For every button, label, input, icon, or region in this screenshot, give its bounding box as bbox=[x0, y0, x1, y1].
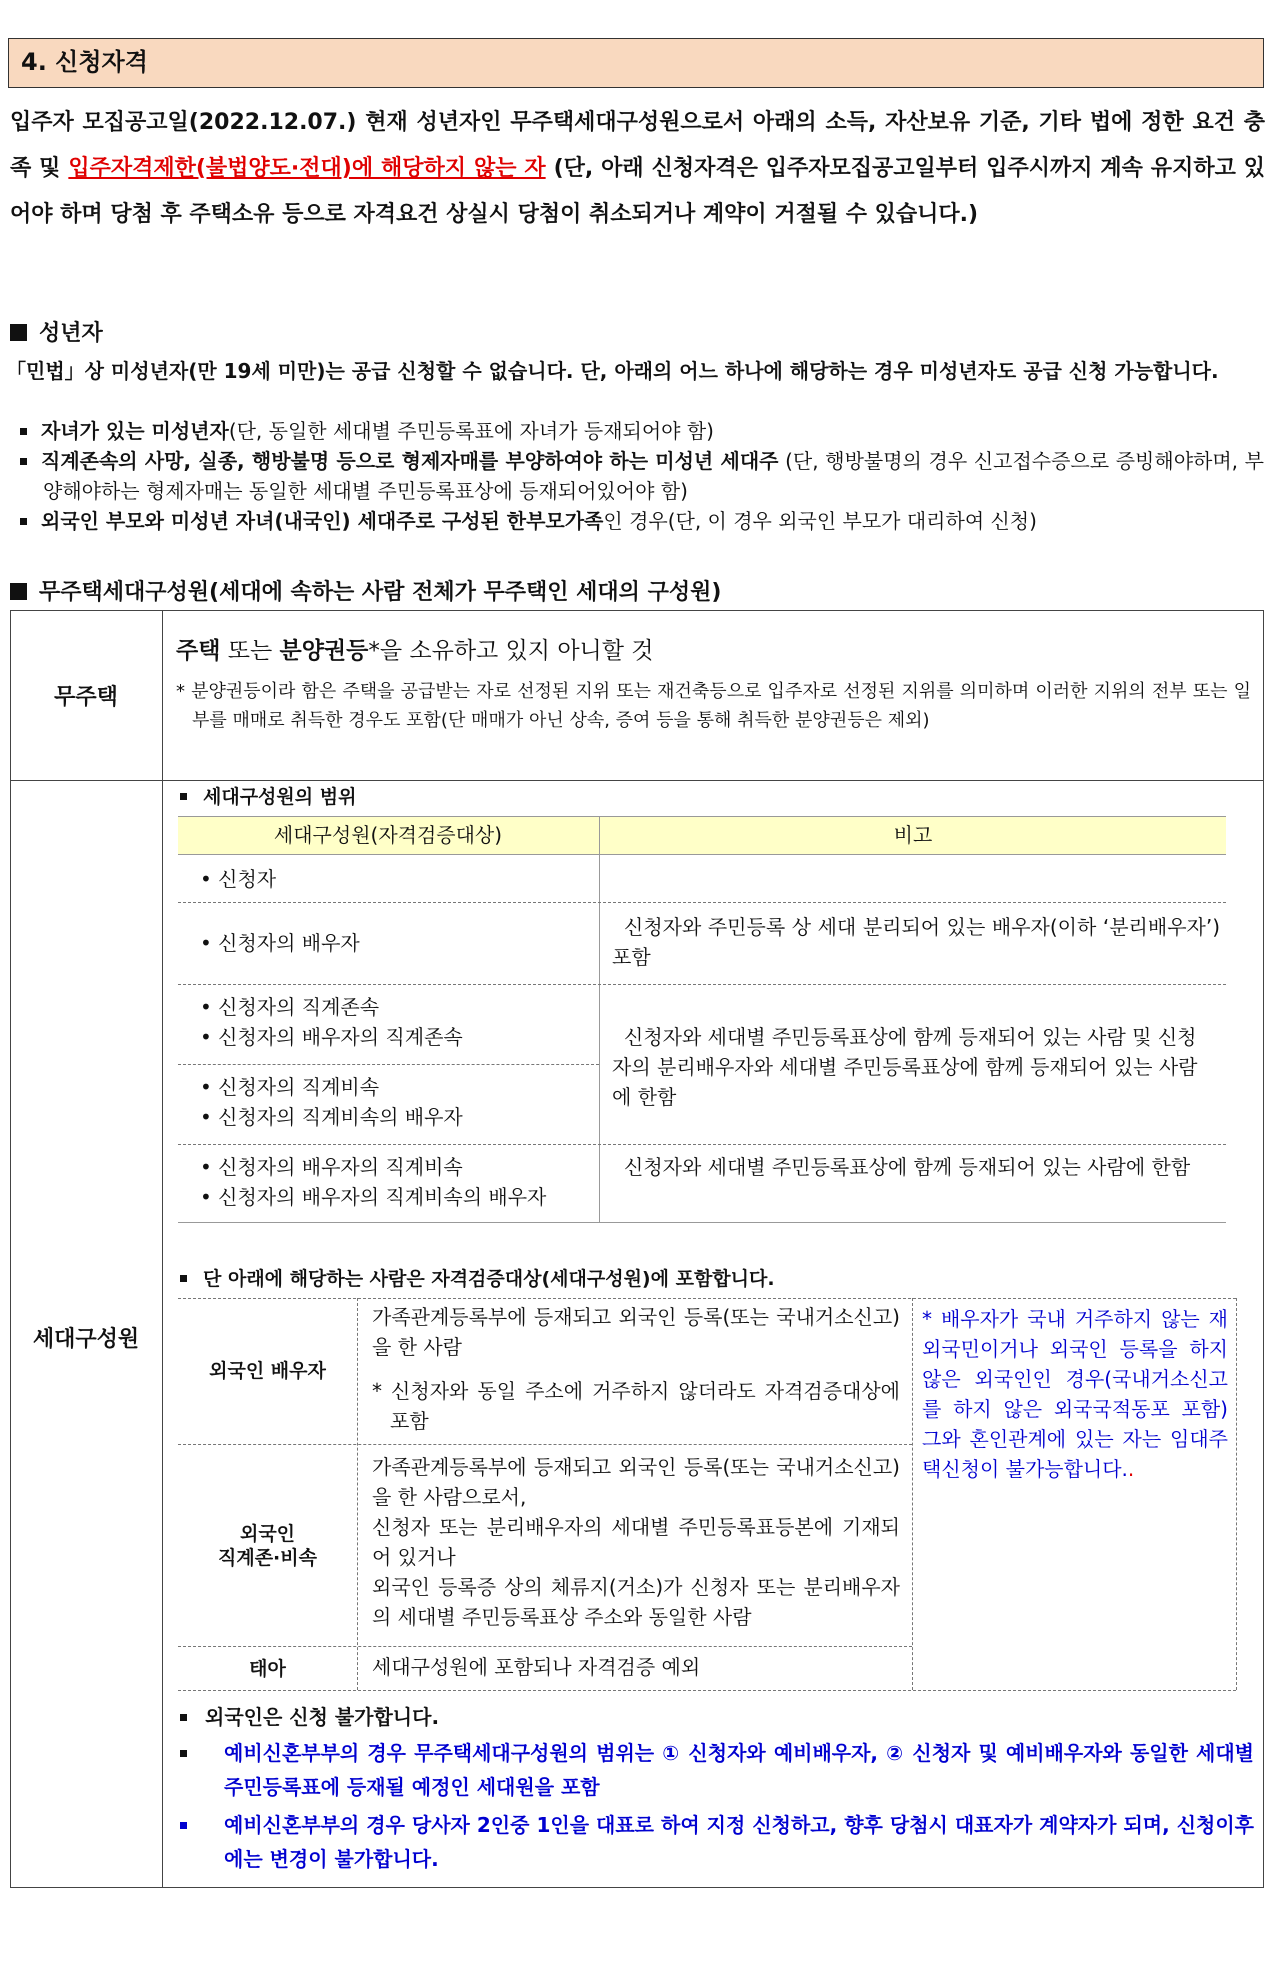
foreign-spouse-text-1: 가족관계등록부에 등재되고 외국인 등록(또는 국내거소신고)을 한 사람 bbox=[372, 1305, 900, 1359]
adult-item-rest: 인 경우(단, 이 경우 외국인 부모가 대리하여 신청) bbox=[603, 509, 1037, 533]
members-label: 세대구성원 bbox=[32, 1327, 140, 1352]
foreign-note-blue: * 배우자가 국내 거주하지 않는 재외국민이거나 외국인 등록을 하지 않은 외국인인 경우(국내거소신고를 하지 않은 외국국적동포 포함) 그와 혼인관계에 있는 자는 임대주택신청이 불가능합니다. bbox=[922, 1307, 1228, 1481]
dashed-divider bbox=[178, 984, 1226, 985]
no-house-bold-1: 주택 bbox=[176, 638, 221, 664]
household-title: 무주택세대구성원(세대에 속하는 사람 전체가 무주택인 세대의 구성원) bbox=[39, 580, 722, 605]
dashed-divider bbox=[178, 1690, 1236, 1691]
table-divider bbox=[178, 1222, 1226, 1223]
adult-item-2 bbox=[20, 446, 1264, 506]
scope-title: 세대구성원의 범위 bbox=[203, 786, 357, 808]
foreign-note bbox=[922, 1304, 1228, 1484]
scope-row-registered-note: 신청자와 세대별 주민등록표상에 함께 등재되어 있는 사람에 한함 bbox=[624, 1155, 1191, 1179]
no-house-label: 무주택 bbox=[54, 685, 118, 710]
adult-item-bold: 직계존속의 사망, 실종, 행방불명 등으로 형제자매를 부양하여야 하는 미성년 세대주 bbox=[41, 449, 779, 473]
adult-lead bbox=[6, 356, 1264, 386]
inclusion-heading bbox=[180, 1264, 775, 1291]
foreign-spouse-label: 외국인 배우자 bbox=[209, 1360, 326, 1382]
foreign-lineal-label-1: 외국인 bbox=[239, 1523, 296, 1545]
section-header: 4. 신청자격 bbox=[8, 38, 1264, 88]
adult-item-3 bbox=[20, 506, 1264, 536]
inclusion-title: 단 아래에 해당하는 사람은 자격검증대상(세대구성원)에 포함합니다. bbox=[203, 1268, 775, 1290]
foreign-lineal-text-3: 외국인 등록증 상의 체류지(거소)가 신청자 또는 분리배우자의 세대별 주민등록표상 주소와 동일한 사람 bbox=[372, 1575, 900, 1629]
bullet-icon bbox=[20, 428, 27, 435]
adult-item-rest: (단, 행방불명의 경우 신고접수증으로 증빙해야하며, 부양해야하는 형제자매는 동일한 세대별 주민등록표상에 등재되어있어야 함) bbox=[43, 449, 1264, 503]
dashed-divider bbox=[912, 1298, 913, 1690]
foreign-note-red-dot: . bbox=[1127, 1457, 1135, 1481]
foot-note-3-text: 예비신혼부부의 경우 당사자 2인중 1인을 대표로 하여 지정 신청하고, 향후 당첨시 대표자가 계약자가 되며, 신청이후에는 변경이 불가합니다. bbox=[224, 1813, 1254, 1871]
scope-row-spouse-descendant-spouse: • 신청자의 배우자의 직계비속의 배우자 bbox=[200, 1185, 547, 1209]
bullet-icon bbox=[180, 1750, 187, 1757]
dashed-divider bbox=[178, 902, 1226, 903]
foreign-spouse-text-2: * 신청자와 동일 주소에 거주하지 않더라도 자격검증대상에 포함 bbox=[372, 1379, 900, 1433]
foreign-lineal-label-2: 직계존·비속 bbox=[218, 1547, 317, 1569]
scope-row-spouse-note: 신청자와 주민등록 상 세대 분리되어 있는 배우자(이하 ‘분리배우자’) 포함 bbox=[612, 915, 1220, 969]
fetus-text: 세대구성원에 포함되나 자격검증 예외 bbox=[372, 1655, 701, 1679]
scope-row-spouse-ascendant: • 신청자의 배우자의 직계존속 bbox=[200, 1025, 463, 1049]
no-house-note: * 분양권등이라 함은 주택을 공급받는 자로 선정된 지위 또는 재건축등으로 입주자로 선정된 지위를 의미하며 이러한 지위의 전부 또는 일부를 매매로 취득한 경우도 포함(단 매매가 아닌 상속, 증여 등을 통해 취득한 분양권등은 제외) bbox=[176, 681, 1251, 731]
foreign-lineal-text-1: 가족관계등록부에 등재되고 외국인 등록(또는 국내거소신고)을 한 사람으로서, bbox=[372, 1455, 900, 1509]
table-divider bbox=[178, 854, 1226, 855]
dashed-divider bbox=[178, 1064, 599, 1065]
bullet-icon bbox=[180, 1275, 187, 1282]
dashed-divider bbox=[178, 1298, 1236, 1299]
foot-note-1 bbox=[180, 1702, 1250, 1732]
scope-row-spouse-descendant: • 신청자의 배우자의 직계비속 bbox=[200, 1155, 463, 1179]
intro-text-2: (단, 아래 신청자격은 입주자모집공고일부터 입주시까지 계속 유지하고 있어야 하며 당첨 후 주택소유 등으로 자격요건 상실시 당첨이 취소되거나 계약이 거절될 수 있습니다.) bbox=[10, 156, 1265, 227]
no-house-main bbox=[176, 632, 654, 665]
bullet-icon bbox=[180, 1714, 187, 1721]
scope-col2-header: 비고 bbox=[893, 823, 933, 847]
foreign-lineal-text-2: 신청자 또는 분리배우자의 세대별 주민등록표등본에 기재되어 있거나 bbox=[372, 1515, 900, 1569]
intro-red-text: 입주자격제한(불법양도·전대)에 해당하지 않는 자 bbox=[68, 156, 546, 181]
intro-text-1: 입주자 모집공고일(2022.12.07.) 현재 성년자인 무주택세대구성원으로서 아래의 소득, 자산보유 기준, 기타 법에 정한 요건 충족 및 bbox=[10, 110, 1265, 181]
bullet-icon bbox=[20, 458, 27, 465]
adult-item-1 bbox=[20, 416, 1264, 446]
intro-paragraph bbox=[10, 100, 1265, 238]
scope-heading bbox=[180, 782, 356, 809]
adult-title: 성년자 bbox=[39, 321, 103, 346]
adult-lead-text: 「민법」상 미성년자(만 19세 미만)는 공급 신청할 수 없습니다. 단, 아래의 어느 하나에 해당하는 경우 미성년자도 공급 신청 가능합니다. bbox=[6, 359, 1219, 383]
scope-row-descendant-spouse: • 신청자의 직계비속의 배우자 bbox=[200, 1105, 463, 1129]
scope-row-descendant: • 신청자의 직계비속 bbox=[200, 1075, 380, 1099]
table-divider bbox=[10, 780, 1264, 781]
scope-row-ascendant: • 신청자의 직계존속 bbox=[200, 995, 380, 1019]
fetus-label: 태아 bbox=[249, 1658, 286, 1680]
no-house-bold-2: 분양권등 bbox=[279, 638, 369, 664]
no-house-mid-1: 또는 bbox=[220, 638, 280, 664]
scope-row-applicant: • 신청자 bbox=[200, 867, 277, 891]
scope-col1-header: 세대구성원(자격검증대상) bbox=[273, 823, 503, 847]
adult-item-rest: (단, 동일한 세대별 주민등록표에 자녀가 등재되어야 함) bbox=[228, 419, 714, 443]
no-house-mid-2: *을 소유하고 있지 아니할 것 bbox=[368, 638, 654, 664]
foot-note-3 bbox=[180, 1808, 1254, 1876]
dashed-divider bbox=[178, 1646, 912, 1647]
household-heading bbox=[10, 575, 721, 606]
foot-note-2-text: 예비신혼부부의 경우 무주택세대구성원의 범위는 ① 신청자와 예비배우자, ② 신청자 및 예비배우자와 동일한 세대별 주민등록표에 등재될 예정인 세대원을 포함 bbox=[224, 1741, 1254, 1799]
adult-heading bbox=[10, 316, 103, 347]
scope-row-lineal-note: 신청자와 세대별 주민등록표상에 함께 등재되어 있는 사람 및 신청자의 분리배우자와 세대별 주민등록표상에 함께 등재되어 있는 사람에 한함 bbox=[612, 1025, 1198, 1109]
square-bullet-icon bbox=[10, 324, 27, 341]
dashed-divider bbox=[1236, 1298, 1237, 1690]
adult-item-bold: 외국인 부모와 미성년 자녀(내국인) 세대주로 구성된 한부모가족 bbox=[41, 509, 604, 533]
bullet-icon bbox=[20, 518, 27, 525]
bullet-icon bbox=[180, 793, 187, 800]
foot-note-1-text: 외국인은 신청 불가합니다. bbox=[205, 1705, 440, 1729]
dashed-divider bbox=[178, 1144, 1226, 1145]
foreign-lineal-label bbox=[178, 1522, 357, 1570]
square-bullet-icon bbox=[10, 583, 27, 600]
table-divider bbox=[162, 610, 163, 1888]
dashed-divider bbox=[357, 1298, 358, 1690]
bullet-icon bbox=[180, 1822, 187, 1829]
dashed-divider bbox=[178, 1444, 912, 1445]
table-divider bbox=[599, 816, 600, 1222]
adult-item-bold: 자녀가 있는 미성년자 bbox=[41, 419, 229, 443]
table-divider bbox=[178, 816, 1226, 817]
foot-note-2 bbox=[180, 1736, 1254, 1804]
scope-row-spouse: • 신청자의 배우자 bbox=[200, 931, 360, 955]
